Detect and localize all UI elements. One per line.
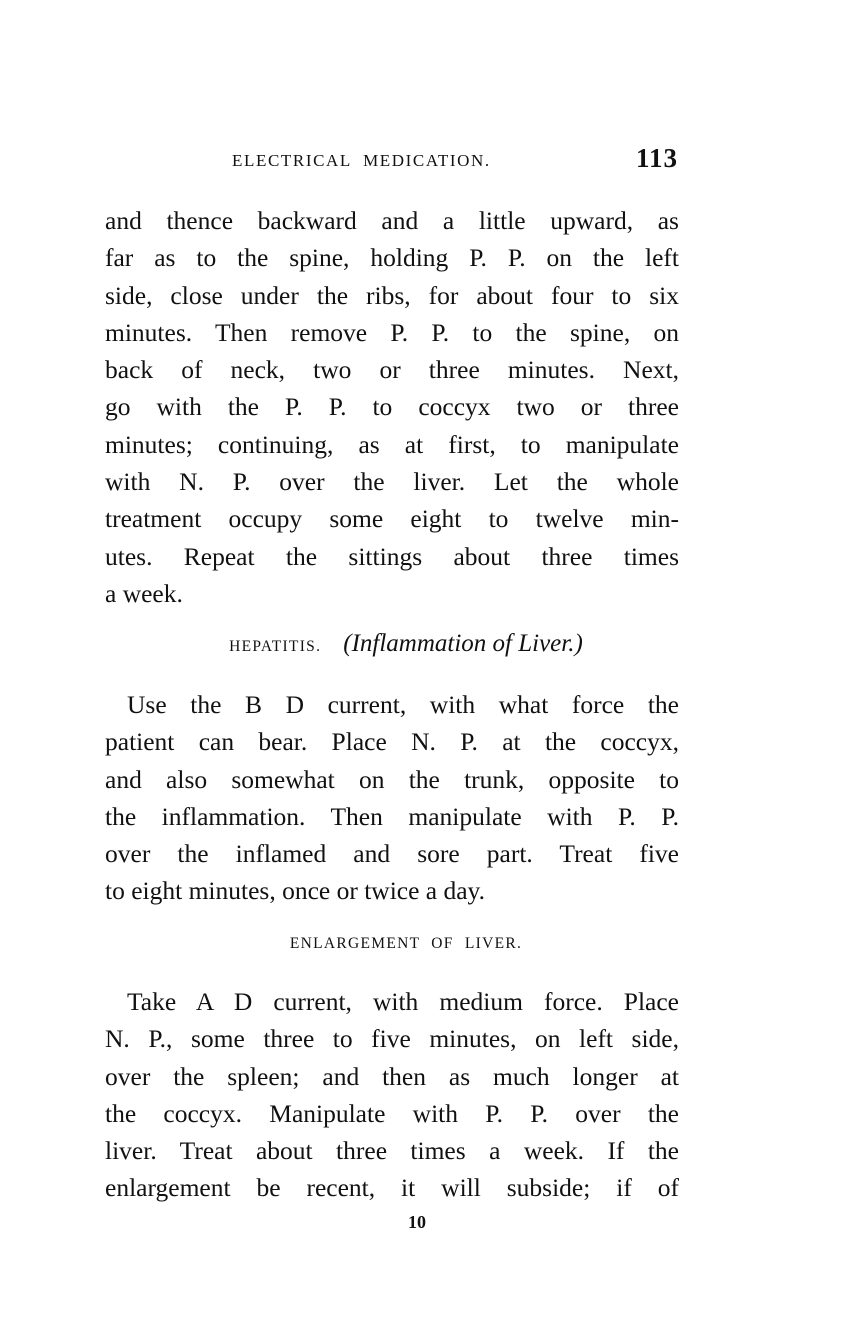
text-line: the inflammation. Then manipulate with P. P. bbox=[105, 801, 679, 831]
text-line: with N. P. over the liver. Let the whole bbox=[105, 467, 679, 497]
text-line: Take A D current, with medium force. Place bbox=[127, 987, 679, 1016]
text-line: back of neck, two or three minutes. Next, bbox=[105, 355, 679, 385]
text-line: treatment occupy some eight to twelve min- bbox=[105, 504, 679, 534]
paragraph-hepatitis bbox=[105, 686, 679, 910]
text-line: go with the P. P. to coccyx two or three bbox=[105, 392, 679, 422]
paragraph-continued bbox=[105, 202, 679, 612]
text-line: over the spleen; and then as much longer at bbox=[105, 1061, 679, 1091]
text-line: utes. Repeat the sittings about three times bbox=[105, 541, 679, 571]
text-line: far as to the spine, holding P. P. on the left bbox=[105, 243, 679, 273]
text-line: patient can bear. Place N. P. at the coccyx, bbox=[105, 727, 679, 757]
section-heading-hepatitis bbox=[0, 630, 838, 658]
text-line: the coccyx. Manipulate with P. P. over the bbox=[105, 1098, 679, 1128]
text-line: enlargement be recent, it will subside; if of bbox=[105, 1173, 679, 1203]
page-number: 113 bbox=[635, 143, 678, 173]
text-line: a week. bbox=[105, 578, 183, 608]
text-line: and also somewhat on the trunk, opposite to bbox=[105, 764, 679, 794]
section-heading-enlargement: ENLARGEMENT OF LIVER. bbox=[289, 935, 523, 952]
text-line: side, close under the ribs, for about four to six bbox=[105, 280, 679, 310]
signature-mark: 10 bbox=[408, 1212, 426, 1232]
text-line: and thence backward and a little upward, as bbox=[105, 206, 679, 235]
text-line: minutes; continuing, as at first, to manipulate bbox=[105, 429, 679, 459]
running-head bbox=[232, 143, 678, 175]
text-line: N. P., some three to five minutes, on left side, bbox=[105, 1024, 679, 1054]
text-line: Use the B D current, with what force the bbox=[127, 690, 679, 719]
text-line: liver. Treat about three times a week. If the bbox=[105, 1136, 679, 1166]
text-line: minutes. Then remove P. P. to the spine, on bbox=[105, 317, 679, 347]
heading-caps: HEPATITIS. bbox=[229, 638, 322, 655]
text-line: over the inflamed and sore part. Treat five bbox=[105, 839, 679, 869]
text-line: to eight minutes, once or twice a day. bbox=[105, 876, 486, 906]
heading-subtitle: (Inflammation of Liver.) bbox=[343, 630, 583, 657]
paragraph-enlargement bbox=[105, 983, 679, 1207]
running-title: ELECTRICAL MEDICATION. bbox=[232, 151, 491, 170]
